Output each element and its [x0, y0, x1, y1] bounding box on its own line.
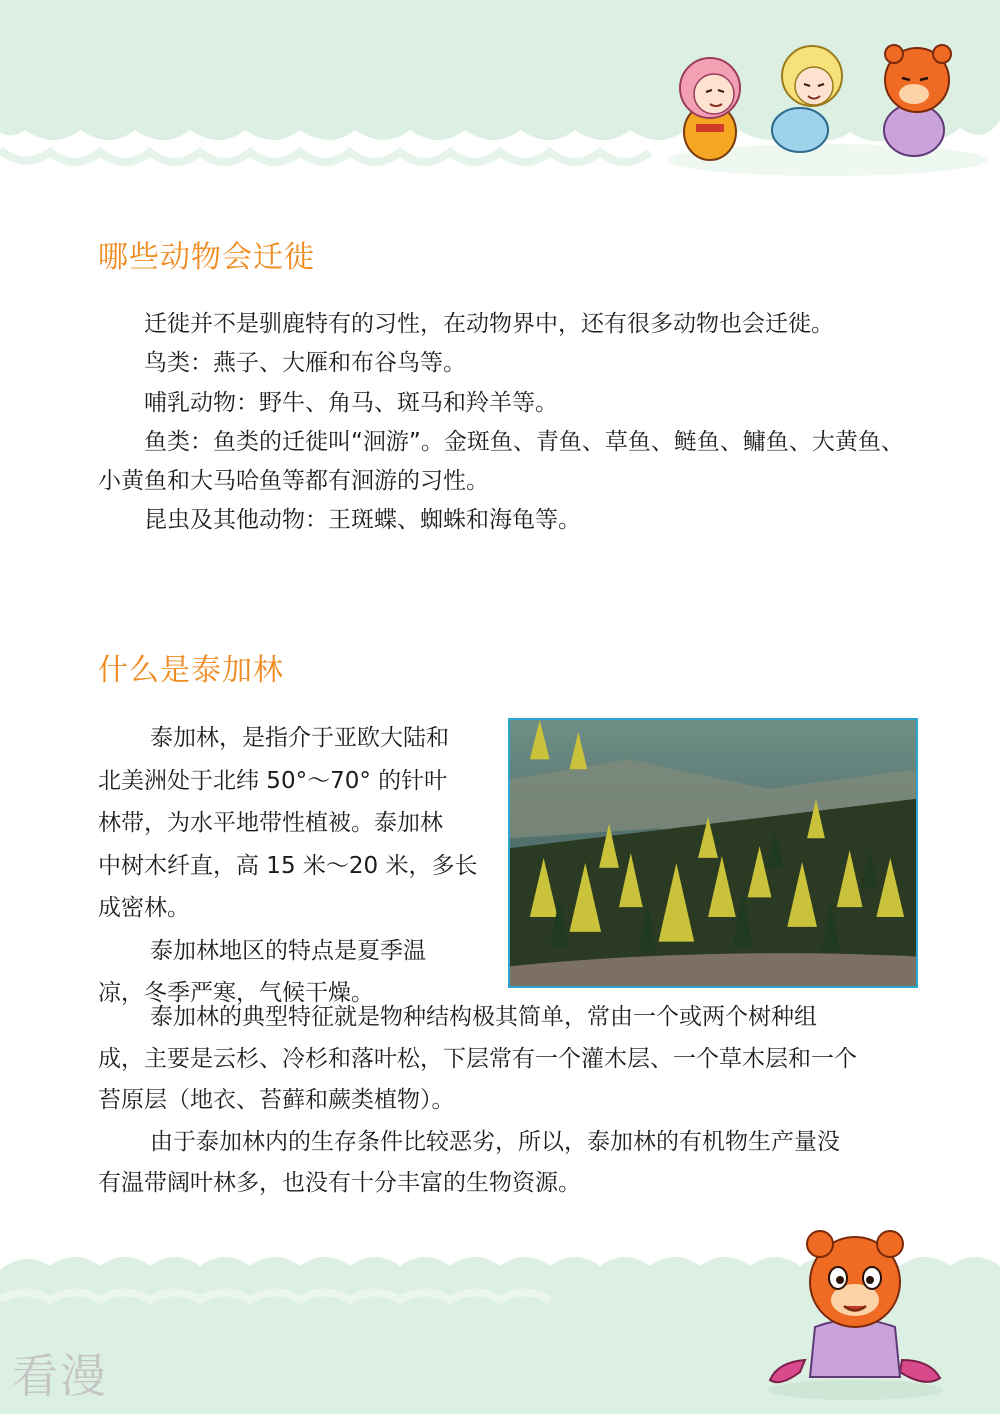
taiga-intro-paragraph	[98, 717, 498, 1015]
cartoon-characters-illustration	[662, 20, 992, 180]
text-line: 凉，冬季严寒，气候干燥。	[98, 980, 374, 1006]
text-line: 有温带阔叶林多，也没有十分丰富的生物资源。	[98, 1170, 581, 1196]
text-line: 迁徙并不是驯鹿特有的习性，在动物界中，还有很多动物也会迁徙。	[144, 311, 834, 337]
text-line: 中树木纤直，高 15 米～20 米，多长	[98, 852, 478, 879]
text-line: 成密林。	[98, 895, 190, 921]
text-line: 泰加林，是指介于亚欧大陆和	[150, 725, 449, 751]
taiga-forest-photo	[508, 718, 918, 988]
text-line: 泰加林的典型特征就是物种结构极其简单，常由一个或两个树种组	[150, 1004, 817, 1030]
text-line: 北美洲处于北纬 50°～70° 的针叶	[98, 767, 448, 794]
migration-paragraph	[98, 305, 928, 541]
text-line: 哺乳动物：野牛、角马、斑马和羚羊等。	[144, 389, 558, 416]
taiga-features-paragraph	[98, 997, 928, 1205]
cartoon-bear-illustration	[760, 1222, 950, 1402]
text-line: 由于泰加林内的生存条件比较恶劣，所以，泰加林的有机物生产量没	[150, 1128, 840, 1155]
section-heading-taiga: 什么是泰加林	[98, 653, 284, 688]
text-line: 昆虫及其他动物：王斑蝶、蜘蛛和海龟等。	[144, 507, 581, 534]
section-heading-migration: 哪些动物会迁徙	[98, 240, 315, 275]
text-line: 泰加林地区的特点是夏季温	[150, 937, 426, 964]
text-line: 鸟类：燕子、大雁和布谷鸟等。	[144, 350, 466, 377]
text-line: 鱼类：鱼类的迁徙叫“洄游”。金斑鱼、青鱼、草鱼、鲢鱼、鳙鱼、大黄鱼、	[144, 428, 904, 455]
text-line: 小黄鱼和大马哈鱼等都有洄游的习性。	[98, 468, 489, 495]
text-line: 苔原层（地衣、苔藓和蕨类植物）。	[98, 1087, 455, 1113]
text-line: 成，主要是云杉、冷杉和落叶松，下层常有一个灌木层、一个草木层和一个	[98, 1045, 857, 1072]
watermark-logo: 看漫	[12, 1349, 108, 1403]
text-line: 林带，为水平地带性植被。泰加林	[98, 810, 443, 836]
